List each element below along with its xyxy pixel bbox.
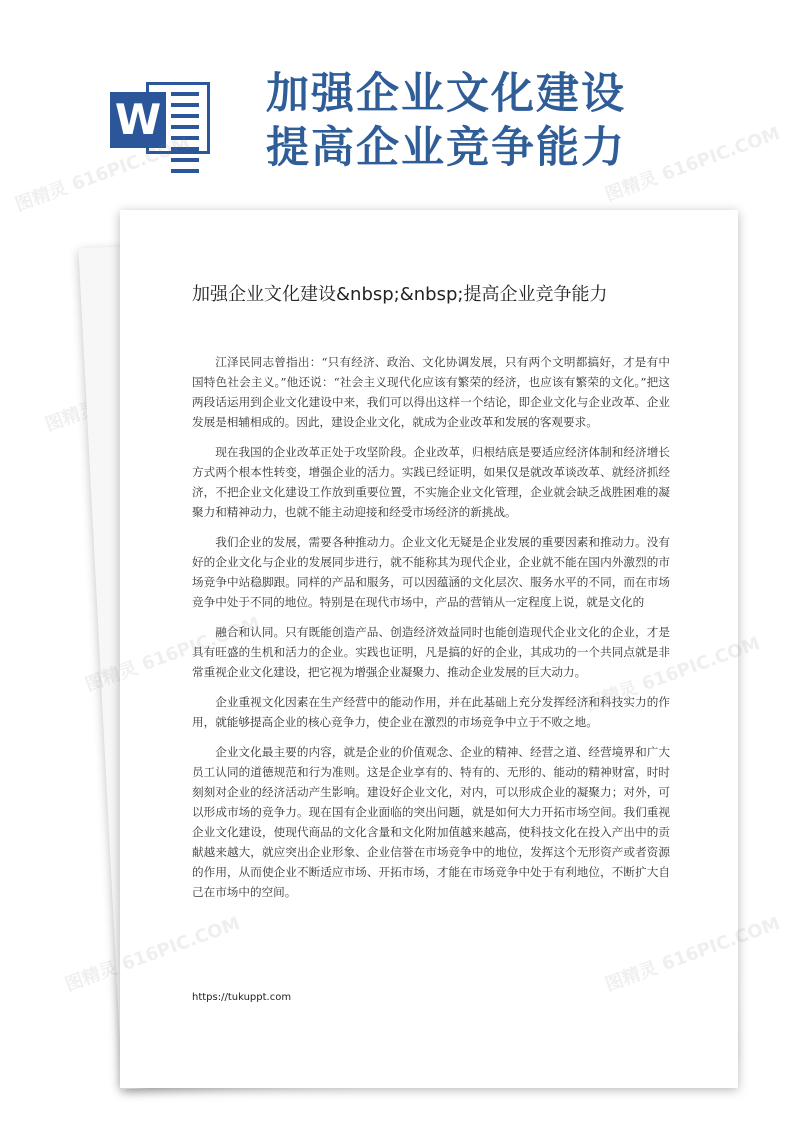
page-title-line-1: 加强企业文化建设 [266, 69, 626, 119]
paragraph: 企业文化最主要的内容，就是企业的价值观念、企业的精神、经营之道、经营境界和广大员工认同的道德规范和行为准则。这是企业享有的、特有的、无形的、能动的精神财富，时时刻刻对企业的经济活动产生影响。建设好企业文化，对内，可以形成企业的凝聚力；对外，可以形成市场的竞争力。现在国有企业面临的突出问题，就是如何大力开拓市场空间。我们重视企业文化建设，使现代商品的文化含量和文化附加值越来越高，使科技文化在投入产出中的贡献越来越大，就应突出企业形象、企业信誉在市场竞争中的地位，发挥这个无形资产或者资源的作用，从而使企业不断适应市场、开拓市场，才能在市场竞争中处于有利地位，不断扩大自己在市场中的空间。 [192, 745, 670, 899]
paragraph: 融合和认同。只有既能创造产品、创造经济效益同时也能创造现代企业文化的企业，才是具有旺盛的生机和活力的企业。实践也证明，凡是搞的好的企业，其成功的一个共同点就是非常重视企业文化建设，把它视为增强企业凝聚力、推动企业发展的巨大动力。 [192, 625, 670, 679]
paragraph: 我们企业的发展，需要各种推动力。企业文化无疑是企业发展的重要因素和推动力。没有好的企业文化与企业的发展同步进行，就不能称其为现代企业，企业就不能在国内外激烈的市场竞争中站稳脚跟。同样的产品和服务，可以因蕴涵的文化层次、服务水平的不同，而在市场竞争中处于不同的地位。特别是在现代市场中，产品的营销从一定程度上说，就是文化的 [192, 535, 670, 609]
word-w-badge: W [110, 92, 166, 148]
paragraph: 现在我国的企业改革正处于攻坚阶段。企业改革，归根结底是要适应经济体制和经济增长方式两个根本性转变，增强企业的活力。实践已经证明，如果仅是就改革谈改革、就经济抓经济，不把企业文化建设工作放到重要位置，不实施企业文化管理，企业就会缺乏战胜困难的凝聚力和精神动力，也就不能主动迎接和经受市场经济的新挑战。 [192, 445, 670, 519]
watermark: 图精灵 [62, 957, 121, 996]
watermark: 图精灵 616PIC.COM [602, 123, 783, 206]
header [0, 0, 800, 200]
watermark: 图精灵 616PIC.COM [12, 133, 193, 216]
paragraph: 企业重视文化因素在生产经营中的能动作用，并在此基础上充分发挥经济和科技实力的作用，就能够提高企业的核心竞争力，使企业在激烈的市场竞争中立于不败之地。 [192, 695, 670, 729]
paragraph: 江泽民同志曾指出：“只有经济、政治、文化协调发展，只有两个文明都搞好，才是有中国特色社会主义。”他还说：“社会主义现代化应该有繁荣的经济，也应该有繁荣的文化。”把这两段话运用到企业文化建设中来，我们可以得出这样一个结论，即企业文化与企业改革、企业发展是相辅相成的。因此，建设企业文化，就成为企业改革和发展的客观要求。 [192, 355, 670, 429]
footer-url: https://tukuppt.com [192, 992, 292, 1003]
document-body [192, 352, 670, 912]
watermark: 图精灵 [42, 397, 101, 436]
word-document-icon [110, 74, 214, 162]
document-page [120, 210, 738, 1088]
page-title-line-2: 提高企业竞争能力 [266, 123, 626, 173]
document-title: 加强企业文化建设&nbsp;&nbsp;提高企业竞争能力 [192, 284, 608, 305]
